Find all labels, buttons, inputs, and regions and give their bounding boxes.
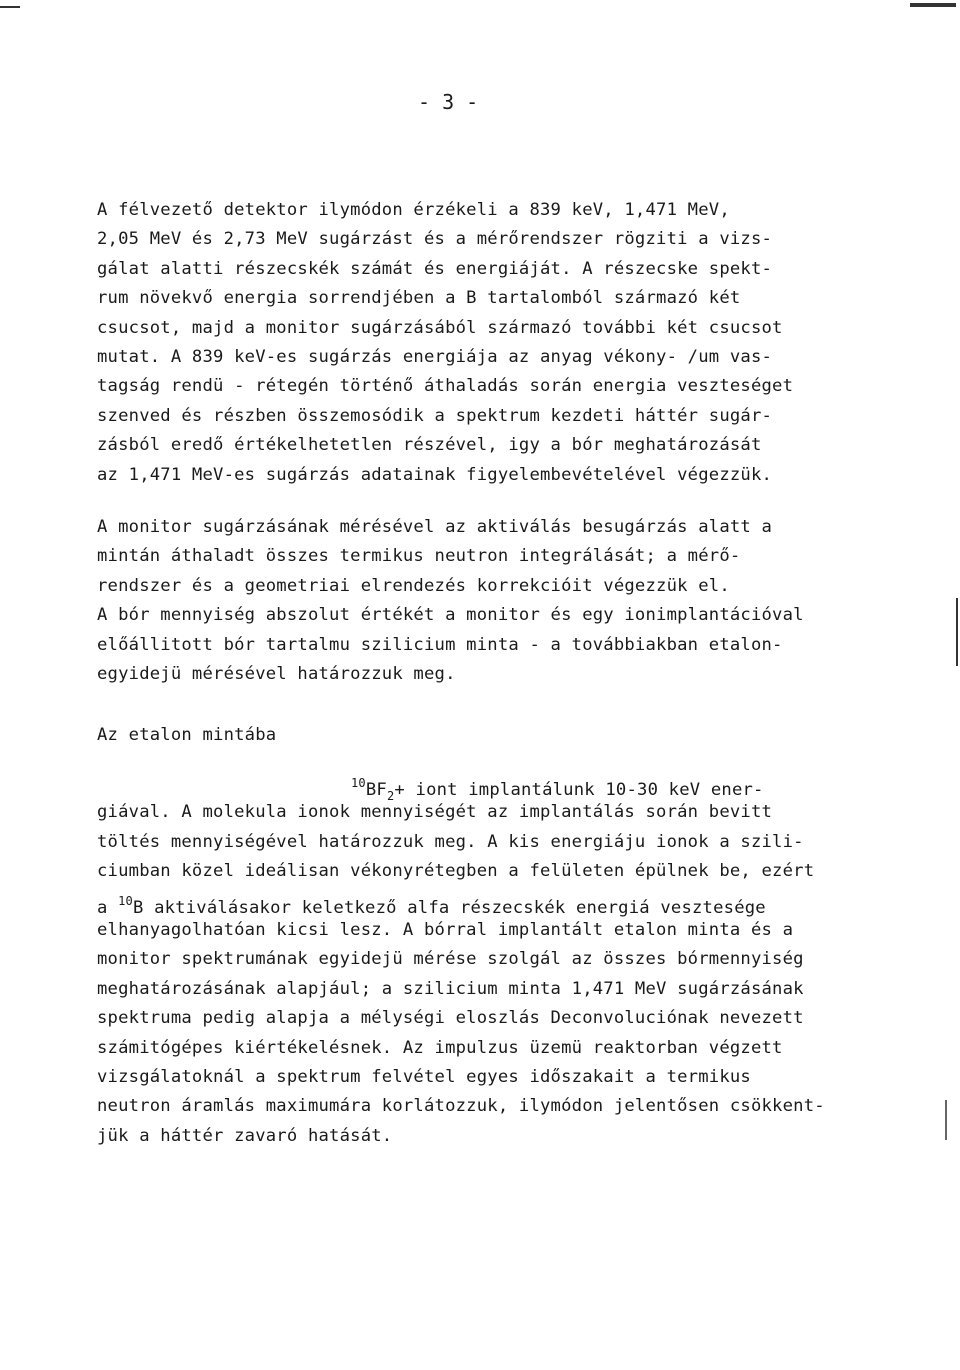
text-line: rendszer és a geometriai elrendezés korrekcióit végezzük el.	[97, 575, 730, 596]
text-line: tagság rendü - rétegén történő áthaladás során energia veszteséget	[97, 376, 794, 397]
paragraph-etalon-intro	[97, 721, 917, 750]
boron-element: B	[132, 897, 144, 918]
text-line: mutat. A 839 keV-es sugárzás energiája az anyag vékony- /um vas-	[97, 346, 773, 367]
formula-subscript: 2	[386, 789, 395, 803]
margin-bracket-mark	[956, 598, 958, 666]
text-line: töltés mennyiségével határozzuk meg. A kis energiáju ionok a szili-	[97, 831, 804, 852]
paragraph-monitor	[97, 513, 917, 689]
text-line: számitógépes kiértékelésnek. Az impulzus üzemü reaktorban végzett	[97, 1037, 783, 1058]
text-line: meghatározásának alapjául; a szilicium minta 1,471 MeV sugárzásának	[97, 978, 804, 999]
boron-line	[97, 887, 917, 916]
formula-charge: +	[394, 780, 405, 800]
text-line: A félvezető detektor ilymódon érzékeli a 839 keV, 1,471 MeV,	[97, 200, 730, 220]
formula-rest: iont implantálunk 10-30 keV ener-	[404, 780, 764, 800]
text-line: elhanyagolhatóan kicsi lesz. A bórral implantált etalon minta és a	[97, 919, 794, 940]
text-line: egyidejü mérésével határozzuk meg.	[97, 663, 456, 684]
page-number: - 3 -	[418, 90, 479, 114]
text-line: A bór mennyiség abszolut értékét a monitor és egy ionimplantációval	[97, 605, 804, 626]
text-line: az 1,471 MeV-es sugárzás adatainak figyelembevételével végezzük.	[97, 464, 773, 485]
scan-mark-top-left	[0, 6, 20, 8]
text-line: monitor spektrumának egyidejü mérése szolgál az összes bórmennyiség	[97, 949, 804, 970]
paragraph-implantation	[97, 769, 917, 1151]
boron-prefix: a	[97, 897, 119, 918]
text-line: neutron áramlás maximumára korlátozzuk, ilymódon jelentősen csökkent-	[97, 1096, 825, 1117]
text-line: rum növekvő energia sorrendjében a B tartalomból származó két	[97, 288, 741, 309]
text-line: ciumban közel ideálisan vékonyrétegben a felületen épülnek be, ezért	[97, 861, 815, 882]
text-line: spektruma pedig alapja a mélységi eloszlás Deconvoluciónak nevezett	[97, 1008, 804, 1029]
text-line: zásból eredő értékelhetetlen részével, igy a bór meghatározását	[97, 435, 762, 456]
text-line: előállitott bór tartalmu szilicium minta - a továbbiakban etalon-	[97, 634, 783, 655]
text-line: 2,05 MeV és 2,73 MeV sugárzást és a mérőrendszer rögziti a vizs-	[97, 229, 773, 250]
text-line: A monitor sugárzásának mérésével az aktiválás besugárzás alatt a	[97, 517, 773, 537]
text-line: Az etalon mintába	[97, 725, 277, 745]
scan-mark-top-right	[910, 3, 956, 7]
text-line: vizsgálatoknál a spektrum felvétel egyes időszakait a termikus	[97, 1066, 751, 1087]
margin-line-mark	[945, 1100, 947, 1140]
text-line: szenved és részben összemosódik a spektrum kezdeti háttér sugár-	[97, 405, 773, 426]
text-line: mintán áthaladt összes termikus neutron integrálását; a mérő-	[97, 546, 741, 567]
paragraph-detector	[97, 196, 917, 490]
text-line: giával. A molekula ionok mennyiségét az implantálás során bevitt	[97, 802, 773, 823]
formula-line	[97, 769, 917, 803]
boron-rest: aktiválásakor keletkező alfa részecskék energiá vesztesége	[143, 897, 766, 918]
text-line: jük a háttér zavaró hatását.	[97, 1125, 393, 1146]
boron-mass-number: 10	[118, 893, 133, 908]
mass-number-superscript: 10	[351, 776, 366, 790]
text-line: gálat alatti részecskék számát és energiáját. A részecske spekt-	[97, 258, 773, 279]
text-line: csucsot, majd a monitor sugárzásából származó további két csucsot	[97, 317, 783, 338]
formula-species: BF	[365, 780, 387, 800]
